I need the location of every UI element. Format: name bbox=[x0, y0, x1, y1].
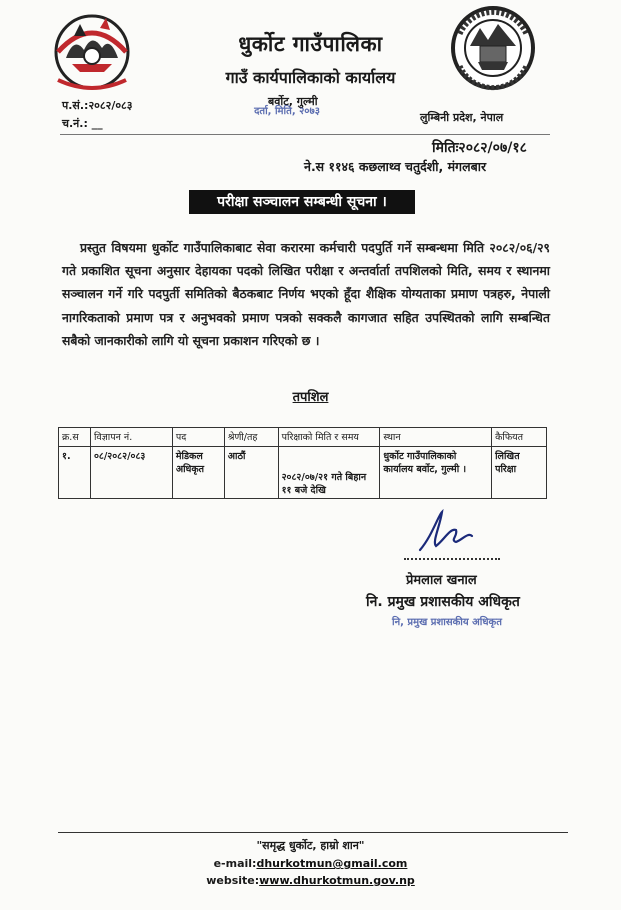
office-address: बर्वोट, गुल्मी bbox=[268, 95, 318, 108]
table-header-cell: कैफियत bbox=[492, 428, 547, 447]
footer-website bbox=[0, 874, 621, 887]
table-cell: २०८२/०७/२१ गते बिहान ११ बजे देखि bbox=[278, 447, 380, 499]
registration-stamp: दर्ता, मिति, २०७३ bbox=[254, 106, 320, 117]
reference-number: प.सं.:२०८२/०८३ bbox=[62, 99, 133, 112]
table-cell: ०८/२०८२/०८३ bbox=[90, 447, 172, 499]
table-cell: १. bbox=[59, 447, 91, 499]
table-header-row bbox=[59, 428, 547, 447]
table-header-cell: क्र.स bbox=[59, 428, 91, 447]
table-header-cell: पद bbox=[172, 428, 224, 447]
notice-body-text: प्रस्तुत विषयमा धुर्कोट गाउँपालिकाबाट सेवा करारमा कर्मचारी पदपुर्ति गर्ने सम्बन्धमा मिति २०८२/०६/२९ गते प्रकाशित सूचना अनुसार देहायका पदको लिखित परीक्षा र अन्तर्वार्ता तपशिलको मिति, समय र स्थानमा सञ्चालन गर्ने गरि पदपुर्ती समितिको बैठकबाट निर्णय भएको हूँदा शैक्षिक योग्यताका प्रमाण पत्रहरु, नेपाली नागरिकताको प्रमाण पत्र र अनुभवको प्रमाण पत्रको सक्कलै कागजात सहित उपस्थितको लागि सम्बन्धित सबैको जानकारीको लागि यो सूचना प्रकाशन गरिएको छ । bbox=[62, 240, 550, 348]
table-header-cell: स्थान bbox=[380, 428, 492, 447]
notice-date: मितिः२०८२/०७/१८ bbox=[432, 140, 527, 156]
table-cell: आठौं bbox=[224, 447, 278, 499]
footer-rule bbox=[58, 832, 568, 833]
table-cell: लिखित परिक्षा bbox=[492, 447, 547, 499]
office-subtitle: गाउँ कार्यपालिकाको कार्यालय bbox=[225, 68, 396, 87]
email-label: e-mail: bbox=[213, 857, 257, 870]
province-label: लुम्बिनी प्रदेश, नेपाल bbox=[420, 111, 504, 124]
dispatch-number: च.नं.: __ bbox=[62, 117, 103, 130]
signatory-name: प्रेमलाल खनाल bbox=[406, 573, 477, 588]
signature-mark bbox=[410, 506, 480, 562]
designation-stamp: नि, प्रमुख प्रशासकीय अधिकृत bbox=[392, 617, 502, 628]
table-header-cell: श्रेणी/तह bbox=[224, 428, 278, 447]
table-header-cell: परिक्षाको मिति र समय bbox=[278, 428, 380, 447]
signature-line bbox=[404, 558, 500, 560]
header-rule bbox=[60, 134, 550, 135]
details-heading bbox=[0, 387, 621, 405]
website-link[interactable]: www.dhurkotmun.gov.np bbox=[259, 874, 415, 887]
signatory-designation: नि. प्रमुख प्रशासकीय अधिकृत bbox=[366, 594, 520, 610]
details-heading-text: तपशिल bbox=[292, 390, 329, 405]
email-link[interactable]: dhurkotmun@gmail.com bbox=[256, 857, 408, 870]
nepal-sambat-date: ने.स ११४६ कछलाथ्व चतुर्दशी, मंगलबार bbox=[304, 159, 487, 174]
notice-heading: परीक्षा सञ्चालन सम्बन्धी सूचना । bbox=[189, 190, 415, 214]
footer-email bbox=[0, 857, 621, 870]
office-title: धुर्कोट गाउँपालिका bbox=[238, 32, 383, 56]
table-row bbox=[59, 447, 547, 499]
footer-slogan: "समृद्ध धुर्कोट, हाम्रो शान" bbox=[256, 839, 365, 852]
table-header-cell: विज्ञापन नं. bbox=[90, 428, 172, 447]
website-label: website: bbox=[206, 874, 260, 887]
notice-body bbox=[62, 236, 550, 352]
table-cell: धुर्कोट गाउँपालिकाको कार्यालय बर्वोट, गुल्मी । bbox=[380, 447, 492, 499]
exam-schedule-table bbox=[58, 427, 547, 499]
table-cell: मेडिकल अधिकृत bbox=[172, 447, 224, 499]
